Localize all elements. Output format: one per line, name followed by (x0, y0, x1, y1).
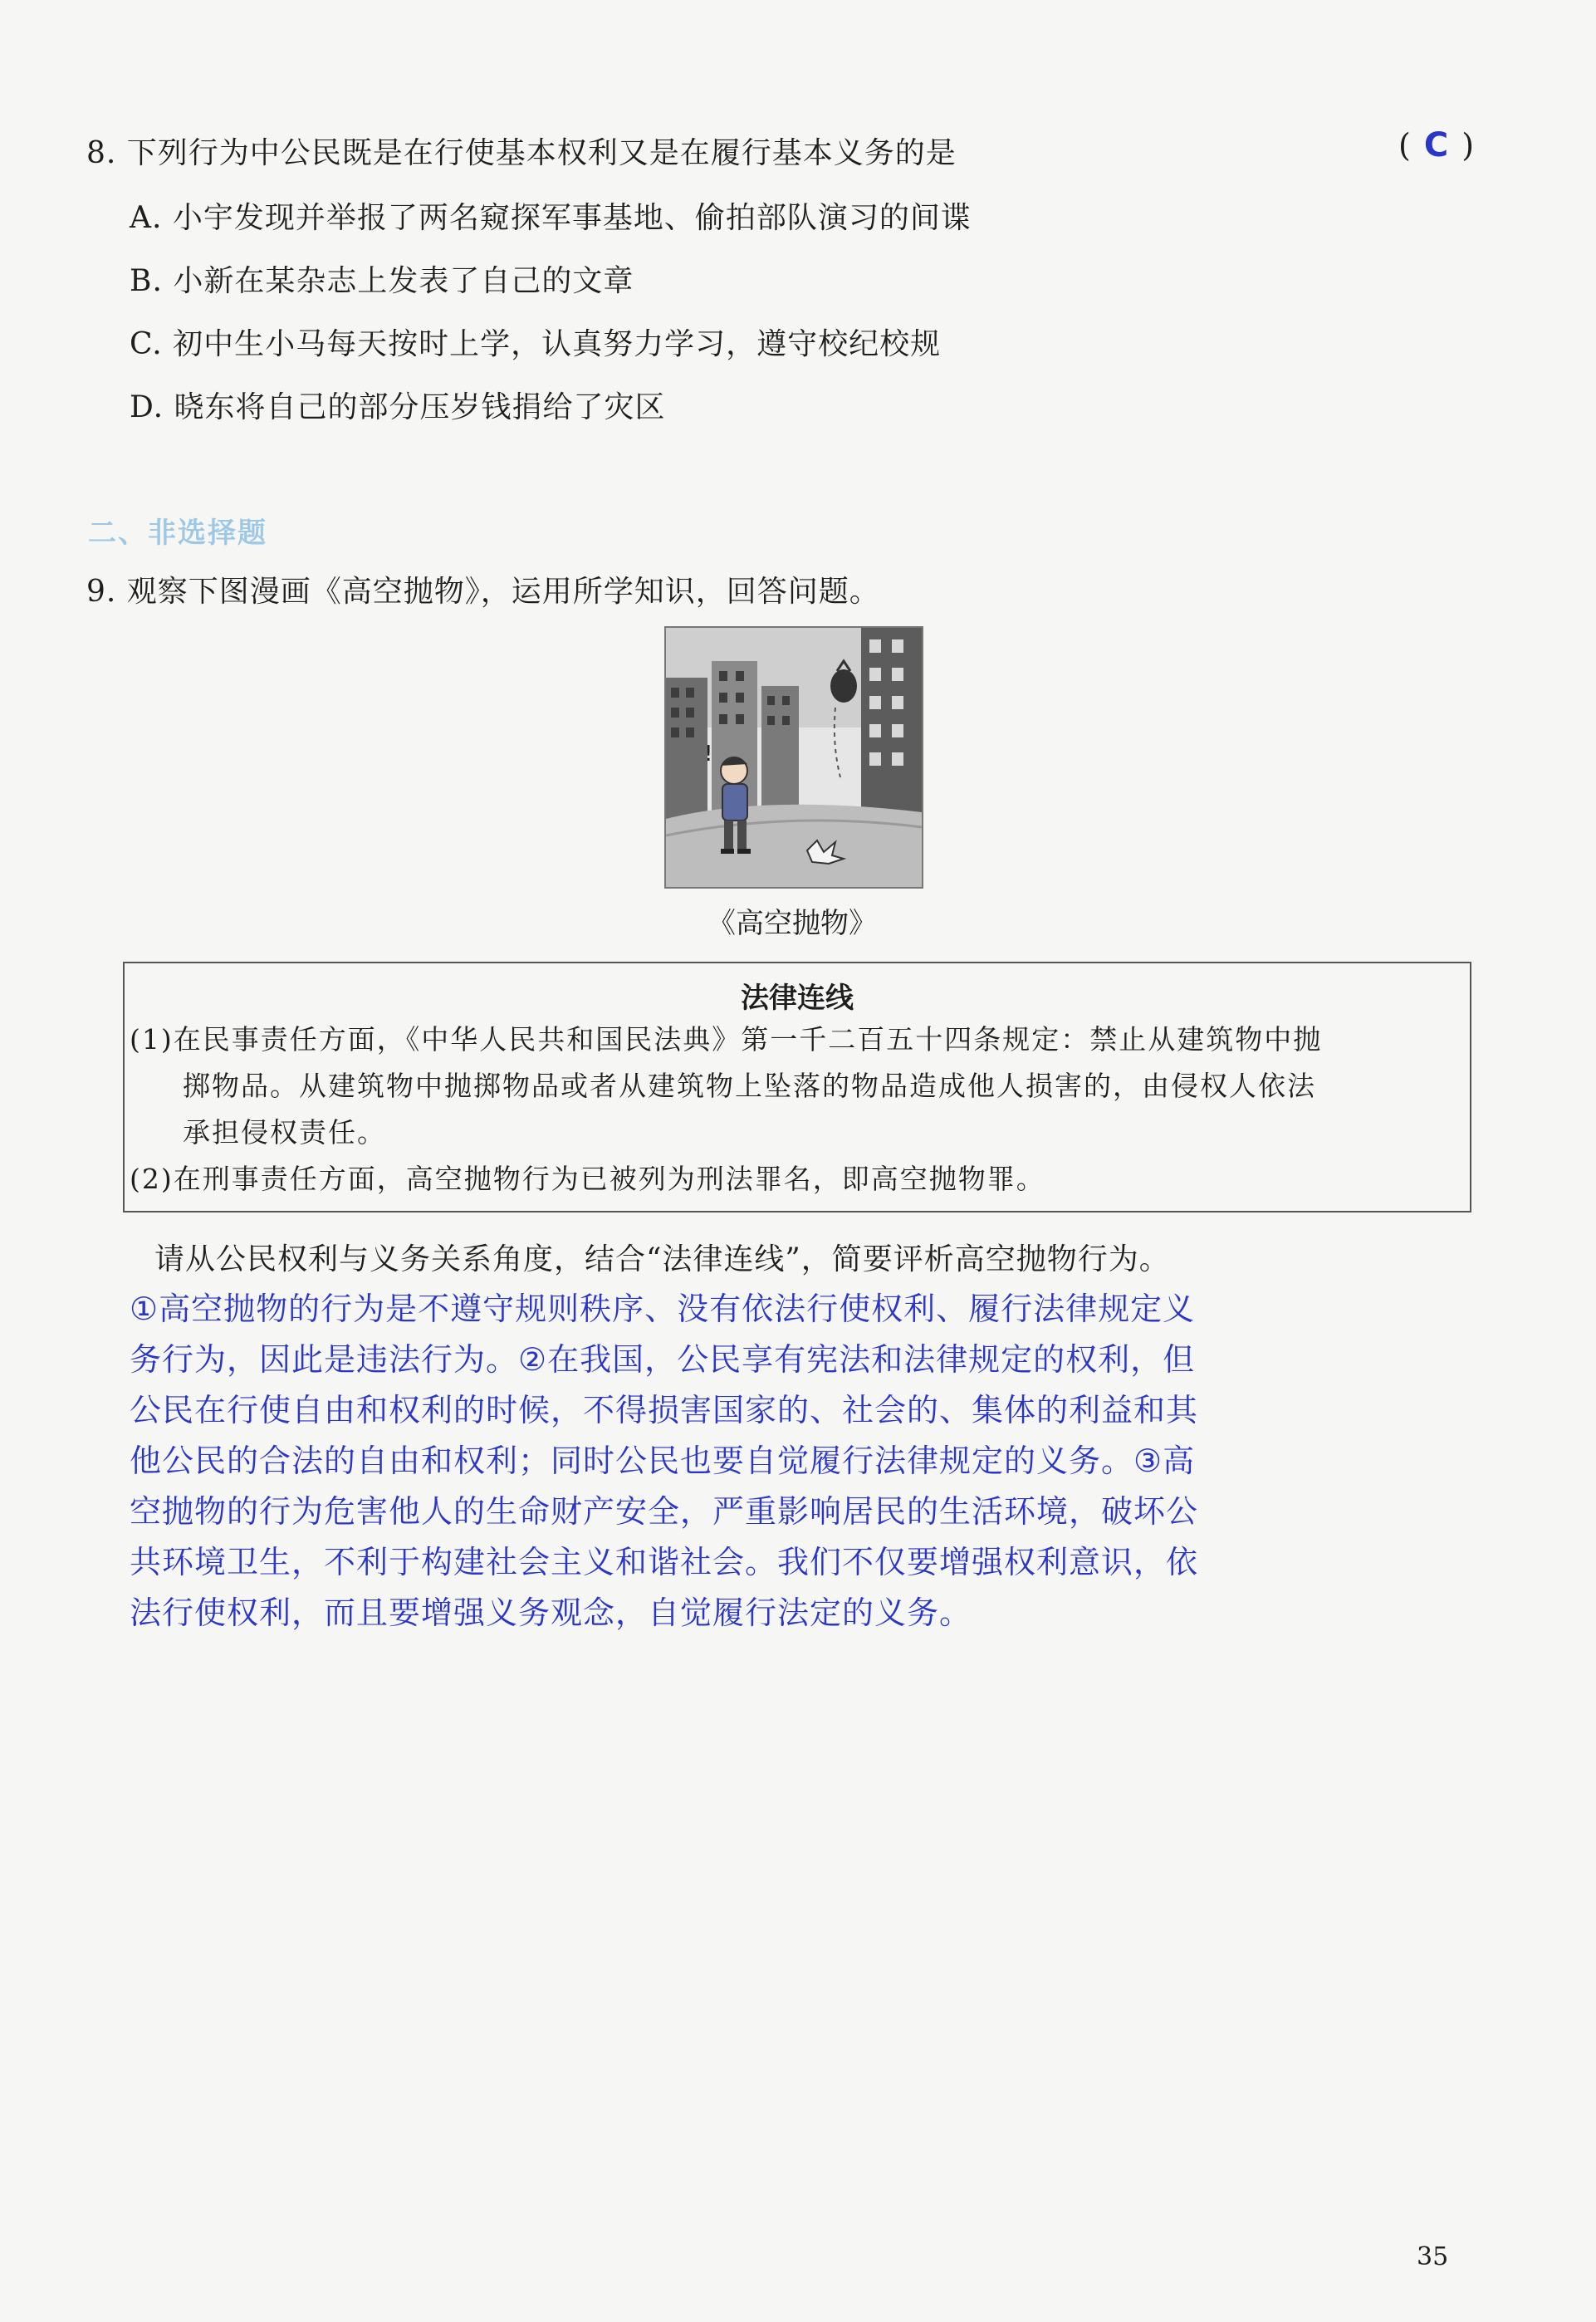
answer-line-6: 共环境卫生，不利于构建社会主义和谐社会。我们不仅要增强权利意识，依 (130, 1544, 1199, 1580)
answer-line-4: 他公民的合法的自由和权利；同时公民也要自觉履行法律规定的义务。③高 (130, 1443, 1196, 1479)
law-box (123, 962, 1471, 1212)
answer-line-2: 务行为，因此是违法行为。②在我国，公民享有宪法和法律规定的权利，但 (130, 1341, 1196, 1378)
cartoon-image (664, 626, 923, 889)
option-b: B. 小新在某杂志上发表了自己的文章 (130, 264, 634, 298)
answer-letter: C (1423, 126, 1449, 164)
answer-paren-close: ) (1461, 127, 1475, 164)
question-9-prompt: 请从公民权利与义务关系角度，结合“法律连线”，简要评析高空抛物行为。 (154, 1242, 1170, 1276)
svg-text:!: ! (704, 742, 713, 767)
answer-line-1: ①高空抛物的行为是不遵守规则秩序、没有依法行使权利、履行法律规定义 (130, 1291, 1196, 1327)
law-line-1: (1)在民事责任方面，《中华人民共和国民法典》第一千二百五十四条规定：禁止从建筑物中抛 (130, 1023, 1323, 1056)
option-c: C. 初中生小马每天按时上学，认真努力学习，遵守校纪校规 (130, 327, 942, 361)
answer-line-5: 空抛物的行为危害他人的生命财产安全，严重影响居民的生活环境，破坏公 (130, 1493, 1199, 1530)
law-line-2: 掷物品。从建筑物中抛掷物品或者从建筑物上坠落的物品造成他人损害的，由侵权人依法 (183, 1070, 1316, 1102)
answer-paren-open: ( (1398, 127, 1411, 164)
answer-line-3: 公民在行使自由和权利的时候，不得损害国家的、社会的、集体的利益和其 (130, 1392, 1199, 1428)
section-title: 二、非选择题 (88, 517, 267, 550)
law-box-title: 法律连线 (741, 982, 854, 1015)
answer-block (130, 1284, 1198, 1639)
option-d: D. 晓东将自己的部分压岁钱捐给了灾区 (130, 390, 666, 424)
answer-slot (1398, 126, 1474, 164)
page-number: 35 (1417, 2242, 1449, 2271)
option-a: A. 小宇发现并举报了两名窥探军事基地、偷拍部队演习的间谍 (130, 201, 972, 235)
answer-line-7: 法行使权利，而且要增强义务观念，自觉履行法定的义务。 (130, 1595, 972, 1631)
question-9-stem: 9. 观察下图漫画《高空抛物》，运用所学知识，回答问题。 (86, 575, 880, 609)
cartoon-drawing (666, 628, 922, 887)
law-line-3: 承担侵权责任。 (183, 1116, 386, 1149)
cartoon-caption: 《高空抛物》 (707, 907, 877, 940)
law-line-4: (2)在刑事责任方面，高空抛物行为已被列为刑法罪名，即高空抛物罪。 (130, 1163, 1045, 1195)
question-8-stem: 8. 下列行为中公民既是在行使基本权利又是在履行基本义务的是 (86, 136, 957, 170)
